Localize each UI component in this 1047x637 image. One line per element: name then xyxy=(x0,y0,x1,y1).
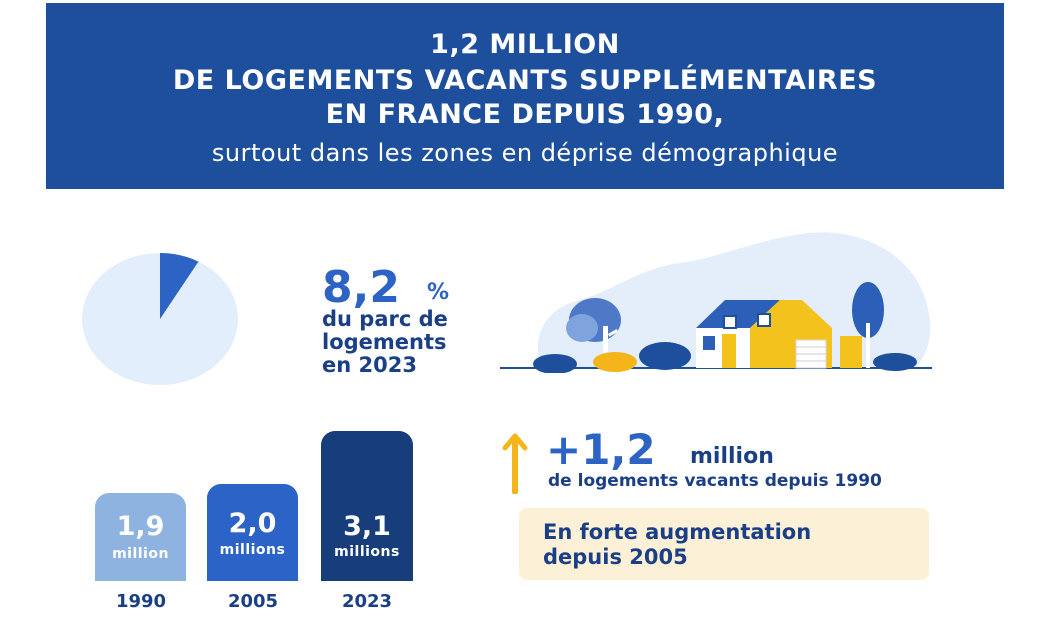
title-line-1: 1,2 MILLION xyxy=(430,29,620,60)
increase-label: de logements vacants depuis 1990 xyxy=(548,471,882,491)
bar-value: 3,1 xyxy=(343,511,391,542)
bar-2023 xyxy=(321,431,413,581)
share-label-line: en 2023 xyxy=(322,353,417,377)
share-label xyxy=(322,308,522,377)
bar-year-label: 1990 xyxy=(115,591,167,612)
increase-value: +1,2 xyxy=(546,425,656,474)
share-label-line: logements xyxy=(322,330,447,354)
share-value: 8,2 xyxy=(322,262,400,313)
trend-note-box xyxy=(519,508,929,580)
share-label-line: du parc de xyxy=(322,307,448,331)
bar-year-label: 2023 xyxy=(341,591,393,612)
trend-note-line: En forte augmentation xyxy=(543,520,812,544)
bar-unit: million xyxy=(112,546,169,562)
bar-1990 xyxy=(95,493,186,581)
increase-unit: million xyxy=(690,444,774,469)
bar-2005 xyxy=(207,484,298,581)
title-line-2: DE LOGEMENTS VACANTS SUPPLÉMENTAIRES xyxy=(172,65,878,96)
bar-unit: millions xyxy=(219,542,286,558)
trend-note-line: depuis 2005 xyxy=(543,545,688,569)
subtitle: surtout dans les zones en déprise démographique xyxy=(211,139,839,167)
house-illustration xyxy=(500,228,940,373)
bar-year-label: 2005 xyxy=(227,591,279,612)
bar-unit: millions xyxy=(334,544,400,560)
title-banner xyxy=(46,3,1004,189)
share-unit: % xyxy=(427,280,450,305)
up-arrow-icon xyxy=(502,432,528,494)
share-pie-chart xyxy=(82,253,238,385)
title-line-3: EN FRANCE DEPUIS 1990, xyxy=(325,99,725,130)
bar-value: 1,9 xyxy=(116,511,165,542)
bar-value: 2,0 xyxy=(228,508,277,539)
